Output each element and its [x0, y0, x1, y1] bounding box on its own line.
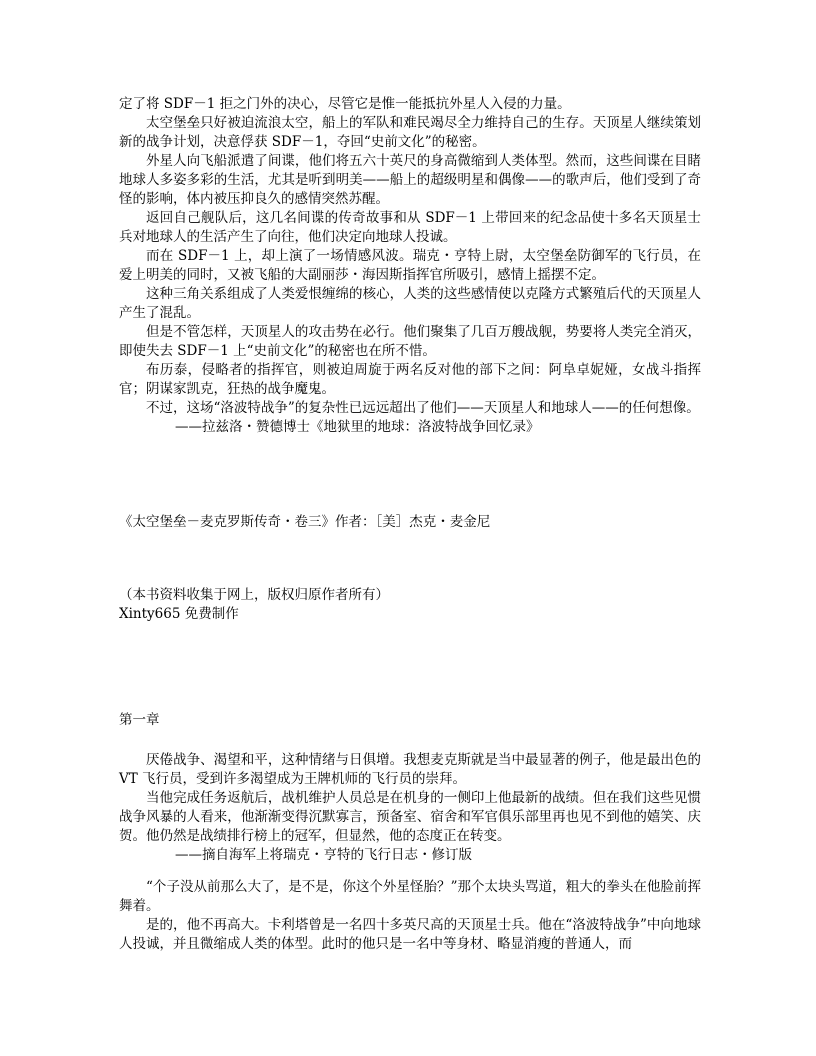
epigraph-signature: ——摘自海军上将瑞克・亨特的飞行日志・修订版 — [175, 847, 472, 863]
prologue-paragraph: 定了将 SDF－1 拒之门外的决心，尽管它是惟一能抵抗外星人入侵的力量。 — [119, 96, 571, 112]
chapter-epigraph — [119, 751, 701, 865]
prologue-paragraph: 不过，这场“洛波特战争”的复杂性已远远超出了他们——天顶星人和地球人——的任何想像。 — [146, 400, 700, 416]
maker-note: Xinty665 免费制作 — [119, 606, 239, 622]
prologue-paragraph: 但是不管怎样，天顶星人的攻击势在必行。他们聚集了几百万艘战舰，势要将人类完全消灭，即使失去 SDF－1 上“史前文化”的秘密也在所不惜。 — [119, 324, 701, 359]
chapter-body — [119, 878, 701, 954]
prologue-paragraph: 外星人向飞船派遣了间谍，他们将五六十英尺的身高微缩到人类体型。然而，这些间谍在目睹地球人多姿多彩的生活，尤其是听到明美——船上的超级明星和偶像——的歌声后，他们受到了奇怪的影响，体内被压抑良久的感情突然苏醒。 — [119, 153, 701, 207]
chapter-heading — [119, 711, 701, 730]
source-notes — [119, 586, 701, 624]
body-paragraph: “个子没从前那么大了，是不是，你这个外星怪胎？”那个太块头骂道，粗大的拳头在他脸前挥舞着。 — [119, 879, 701, 914]
epigraph-paragraph: 厌倦战争、渴望和平，这种情绪与日俱增。我想麦克斯就是当中最显著的例子，他是最出色的 VT 飞行员，受到许多渴望成为王牌机师的飞行员的崇拜。 — [119, 752, 701, 787]
body-paragraph: 是的，他不再高大。卡利塔曾是一名四十多英尺高的天顶星士兵。他在“洛波特战争”中向地球人投诚，并且微缩成人类的体型。此时的他只是一名中等身材、略显消瘦的普通人，而 — [119, 917, 701, 952]
copyright-note: （本书资料收集于网上，版权归原作者所有） — [119, 587, 389, 603]
chapter-title: 第一章 — [119, 712, 160, 728]
prologue-paragraph: 太空堡垒只好被迫流浪太空，船上的军队和难民竭尽全力维持自己的生存。天顶星人继续策划新的战争计划，决意俘获 SDF－1，夺回“史前文化”的秘密。 — [119, 115, 701, 150]
prologue-paragraph: 这种三角关系组成了人类爱恨缠绵的核心，人类的这些感情使以克隆方式繁殖后代的天顶星人产生了混乱。 — [119, 286, 701, 321]
book-info — [119, 513, 701, 532]
prologue-paragraph: 返回自己舰队后，这几名间谍的传奇故事和从 SDF－1 上带回来的纪念品使十多名天顶星士兵对地球人的生活产生了向往，他们决定向地球人投诚。 — [119, 210, 701, 245]
prologue-paragraph: 而在 SDF－1 上，却上演了一场情感风波。瑞克・亨特上尉，太空堡垒防御军的飞行员，在爱上明美的同时，又被飞船的大副丽莎・海因斯指挥官所吸引，感情上摇摆不定。 — [119, 248, 701, 283]
prologue-paragraph: 布历泰，侵略者的指挥官，则被迫周旋于两名反对他的部下之间：阿阜卓妮娅，女战斗指挥官；阴谋家凯克，狂热的战争魔鬼。 — [119, 362, 701, 397]
epigraph-paragraph: 当他完成任务返航后，战机维护人员总是在机身的一侧印上他最新的战绩。但在我们这些见惯战争风暴的人看来，他渐渐变得沉默寡言，预备室、宿舍和军官俱乐部里再也见不到他的嬉笑、庆贺。他仍然是战绩排行榜上的冠军，但显然，他的态度正在转变。 — [119, 790, 701, 844]
prologue-section — [119, 95, 701, 437]
prologue-signature: ——拉兹洛・赞德博士《地狱里的地球：洛波特战争回忆录》 — [175, 419, 540, 435]
book-title-author: 《太空堡垒－麦克罗斯传奇・卷三》作者：［美］杰克・麦金尼 — [119, 514, 491, 530]
